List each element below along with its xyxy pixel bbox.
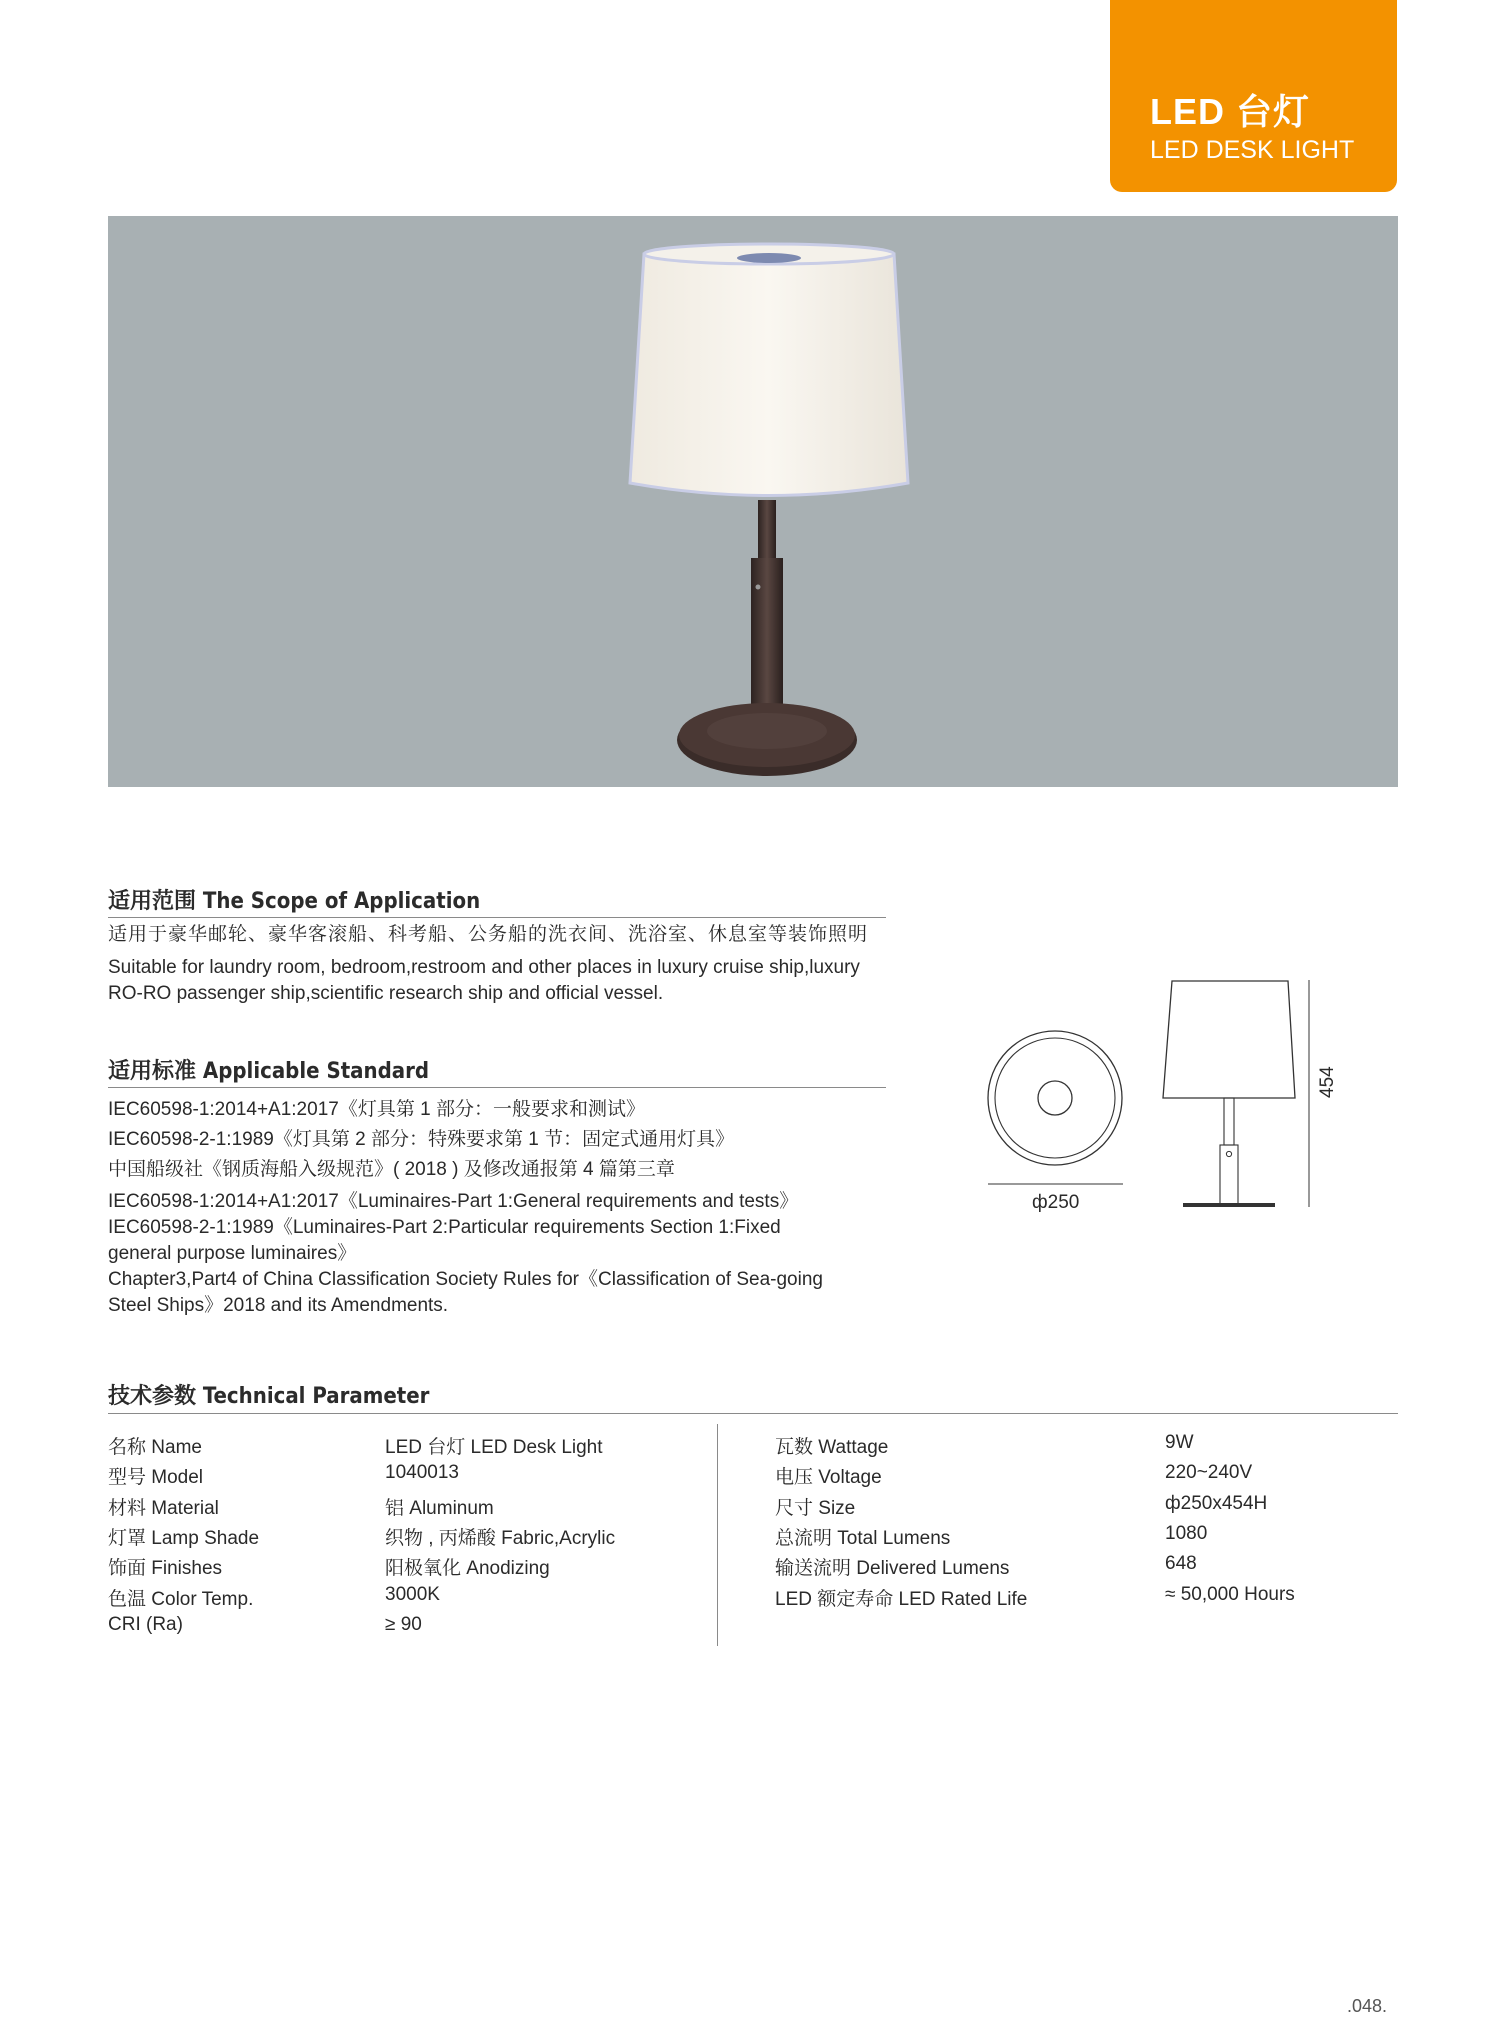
height-label: 454	[1317, 1066, 1338, 1098]
lamp-image	[108, 216, 1398, 787]
param-label: 灯罩 Lamp Shade	[108, 1528, 260, 1549]
standard-line: IEC60598-1:2014+A1:2017《Luminaires-Part 1:General requirements and tests》	[108, 1191, 799, 1212]
param-value: 阳极氧化 Anodizing	[385, 1558, 550, 1579]
param-label: 总流明 Total Lumens	[775, 1528, 951, 1549]
standard-line: Chapter3,Part4 of China Classification Society Rules for《Classification of Sea-going	[108, 1269, 823, 1290]
param-label: 电压 Voltage	[775, 1467, 882, 1488]
param-value: 铝 Aluminum	[385, 1498, 494, 1519]
standard-line: IEC60598-2-1:1989《Luminaires-Part 2:Particular requirements Section 1:Fixed	[108, 1217, 781, 1238]
param-label: 尺寸 Size	[775, 1498, 856, 1519]
technical-divider	[108, 1413, 1398, 1414]
param-value: 9W	[1165, 1432, 1194, 1453]
parameter-column-divider	[717, 1424, 718, 1646]
standard-line: IEC60598-1:2014+A1:2017《灯具第 1 部分：一般要求和测试》	[108, 1099, 645, 1120]
header-tab	[1110, 0, 1397, 192]
param-value: 织物 , 丙烯酸 Fabric,Acrylic	[385, 1528, 616, 1549]
param-value: ф250x454H	[1165, 1493, 1268, 1514]
scope-heading: 适用范围 The Scope of Application	[108, 889, 481, 914]
param-value: ≥ 90	[385, 1614, 422, 1635]
page-title-cn: LED 台灯	[1150, 91, 1311, 132]
param-label: 材料 Material	[108, 1498, 219, 1519]
param-value: 3000K	[385, 1584, 440, 1605]
param-label: 输送流明 Delivered Lumens	[775, 1558, 1010, 1579]
standard-line: general purpose luminaires》	[108, 1243, 357, 1264]
param-label: 色温 Color Temp.	[108, 1589, 254, 1610]
scope-line-en-2: RO-RO passenger ship,scientific research ship and official vessel.	[108, 983, 664, 1004]
param-value: 648	[1165, 1553, 1197, 1574]
drawing-svg	[970, 970, 1350, 1240]
standard-line: IEC60598-2-1:1989《灯具第 2 部分：特殊要求第 1 节：固定式通用灯具》	[108, 1129, 735, 1150]
scope-line-cn: 适用于豪华邮轮、豪华客滚船、科考船、公务船的洗衣间、洗浴室、休息室等装饰照明	[108, 924, 869, 945]
param-value: 1080	[1165, 1523, 1208, 1544]
param-value: 220~240V	[1165, 1462, 1253, 1483]
page-title-en: LED DESK LIGHT	[1150, 136, 1355, 164]
param-label: CRI (Ra)	[108, 1614, 183, 1635]
param-label: 名称 Name	[108, 1437, 202, 1458]
standard-line: 中国船级社《钢质海船入级规范》( 2018 ) 及修改通报第 4 篇第三章	[108, 1159, 675, 1180]
standard-heading: 适用标准 Applicable Standard	[108, 1059, 430, 1084]
param-label: 型号 Model	[108, 1467, 204, 1488]
param-label: 饰面 Finishes	[108, 1558, 223, 1579]
scope-divider	[108, 917, 886, 918]
scope-line-en-1: Suitable for laundry room, bedroom,restroom and other places in luxury cruise ship,luxury	[108, 957, 860, 978]
param-value: ≈ 50,000 Hours	[1165, 1584, 1295, 1605]
param-label: LED 额定寿命 LED Rated Life	[775, 1589, 1028, 1610]
diameter-label: ф250	[1032, 1192, 1080, 1213]
param-label: 瓦数 Wattage	[775, 1437, 889, 1458]
standard-divider	[108, 1087, 886, 1088]
standard-line: Steel Ships》2018 and its Amendments.	[108, 1295, 449, 1316]
product-photo	[108, 216, 1398, 787]
param-value: LED 台灯 LED Desk Light	[385, 1437, 603, 1458]
page-number: .048.	[1347, 1996, 1388, 2016]
technical-heading: 技术参数 Technical Parameter	[108, 1384, 430, 1409]
param-value: 1040013	[385, 1462, 459, 1483]
